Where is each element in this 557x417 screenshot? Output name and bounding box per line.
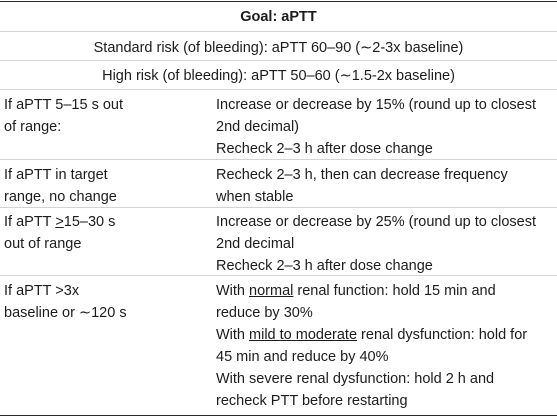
table-title: Goal: aPTT — [240, 9, 317, 25]
row-divider — [0, 275, 557, 276]
action-text: With — [216, 283, 250, 299]
condition-cell: If aPTT >3x baseline or ∼120 s — [4, 283, 127, 321]
row-divider — [0, 207, 557, 208]
action-cell — [216, 280, 554, 412]
row-divider — [0, 31, 557, 32]
action-cell: Increase or decrease by 25% (round up to closest 2nd decimal Recheck 2–3 h after dose change — [216, 214, 536, 274]
condition-text: 15–30 s out of range — [4, 214, 116, 252]
table-bottom-rule — [0, 415, 557, 416]
row-divider — [0, 89, 557, 90]
table-top-rule — [0, 1, 557, 2]
condition-cell: If aPTT in target range, no change — [4, 167, 117, 205]
normal-renal-emphasis: normal — [249, 283, 294, 299]
row-divider — [0, 159, 557, 160]
action-text: renal dysfunction: hold for 45 min and reduce by 40% With severe renal dysfunction: hold 2 h and recheck PTT before restarting — [216, 327, 528, 409]
action-text: renal function: hold 15 min and reduce by 30% With — [216, 283, 496, 343]
row-divider — [0, 60, 557, 61]
action-cell: Increase or decrease by 15% (round up to closest 2nd decimal) Recheck 2–3 h after dose change — [216, 97, 536, 157]
condition-text: If aPTT — [4, 214, 56, 230]
action-cell: Recheck 2–3 h, then can decrease frequency when stable — [216, 167, 508, 205]
condition-cell — [4, 211, 204, 255]
condition-cell: If aPTT 5–15 s out of range: — [4, 97, 124, 135]
high-risk-line: High risk (of bleeding): aPTT 50–60 (∼1.5-2x baseline) — [102, 68, 455, 84]
condition-operator: > — [55, 214, 64, 230]
standard-risk-line: Standard risk (of bleeding): aPTT 60–90 (∼2-3x baseline) — [93, 40, 464, 56]
mild-moderate-renal-emphasis: mild to moderate — [249, 327, 358, 343]
